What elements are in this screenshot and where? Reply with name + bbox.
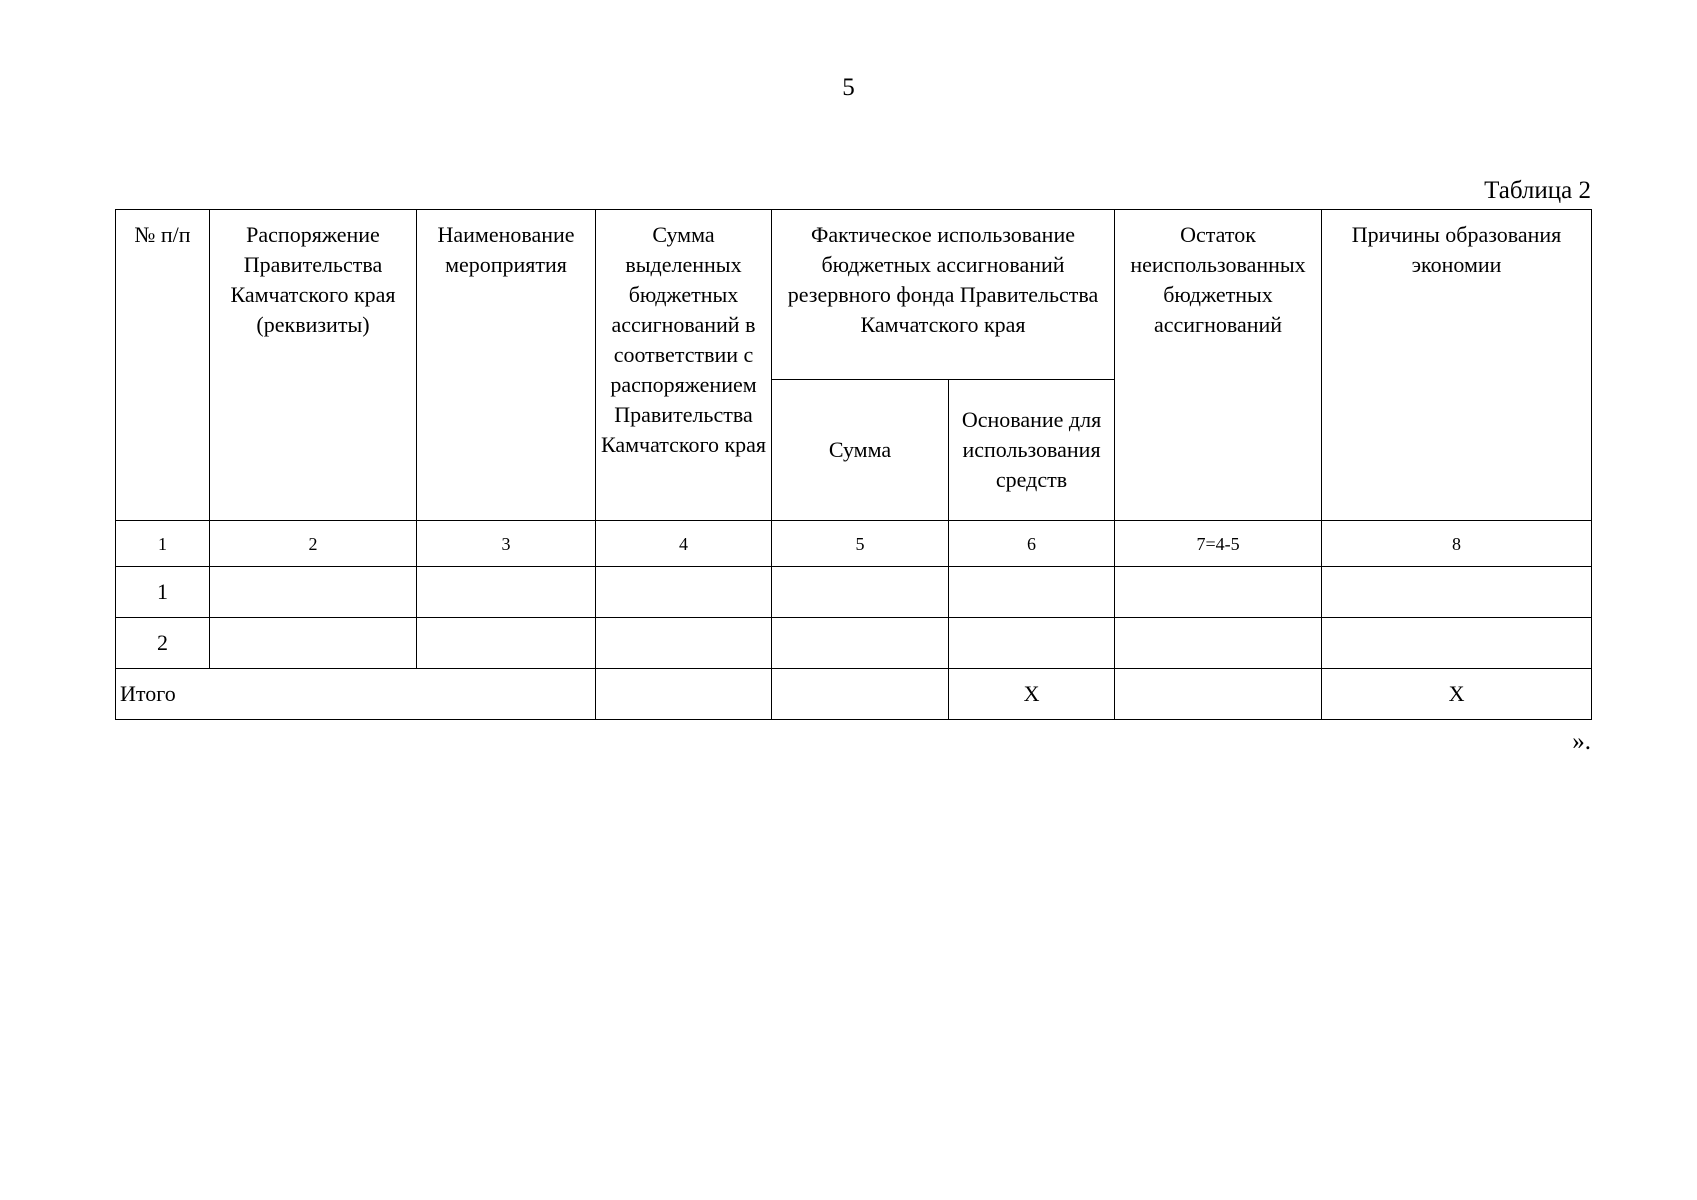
empty-cell: [949, 618, 1115, 669]
header-basis: Основание для использования средств: [949, 380, 1115, 521]
empty-cell: [417, 618, 596, 669]
column-number-row: [116, 521, 1592, 567]
column-number: 6: [949, 521, 1115, 567]
empty-cell: [210, 567, 417, 618]
header-actual-use: Фактическое использование бюджетных ассигнований резервного фонда Правительства Камчатского края: [772, 210, 1115, 380]
empty-cell: [596, 567, 772, 618]
header-order: Распоряжение Правительства Камчатского края (реквизиты): [210, 210, 417, 521]
empty-cell: [1115, 567, 1322, 618]
column-number: 5: [772, 521, 949, 567]
header-row-number: № п/п: [116, 210, 210, 521]
column-number: 4: [596, 521, 772, 567]
empty-cell: [1322, 618, 1592, 669]
table-row: [116, 618, 1592, 669]
header-actual-sum: Сумма: [772, 380, 949, 521]
empty-cell: [772, 567, 949, 618]
empty-cell: [417, 567, 596, 618]
table-caption: Таблица 2: [1484, 177, 1591, 204]
row-number: 1: [116, 567, 210, 618]
empty-cell: [949, 567, 1115, 618]
empty-cell: [1322, 567, 1592, 618]
column-number: 7=4-5: [1115, 521, 1322, 567]
header-allocated-sum: Сумма выделенных бюджетных ассигнований в соответствии с распоряжением Правительства Камчатского края: [596, 210, 772, 521]
empty-cell: [1115, 618, 1322, 669]
column-number: 2: [210, 521, 417, 567]
closing-quote-mark: ».: [1572, 728, 1591, 755]
empty-cell: [596, 669, 772, 720]
empty-cell: [1115, 669, 1322, 720]
column-number: 1: [116, 521, 210, 567]
row-number: 2: [116, 618, 210, 669]
header-event-name: Наименование мероприятия: [417, 210, 596, 521]
total-reasons-cross: Х: [1322, 669, 1592, 720]
column-number: 8: [1322, 521, 1592, 567]
total-row: [116, 669, 1592, 720]
empty-cell: [772, 618, 949, 669]
table-row: [116, 567, 1592, 618]
empty-cell: [210, 618, 417, 669]
column-number: 3: [417, 521, 596, 567]
total-basis-cross: Х: [949, 669, 1115, 720]
empty-cell: [772, 669, 949, 720]
header-remainder: Остаток неиспользованных бюджетных ассигнований: [1115, 210, 1322, 521]
empty-cell: [596, 618, 772, 669]
page-number: 5: [842, 74, 855, 101]
header-row-1: [116, 210, 1592, 380]
total-label: Итого: [116, 669, 596, 720]
header-savings-reasons: Причины образования экономии: [1322, 210, 1592, 521]
report-table: [115, 209, 1592, 720]
